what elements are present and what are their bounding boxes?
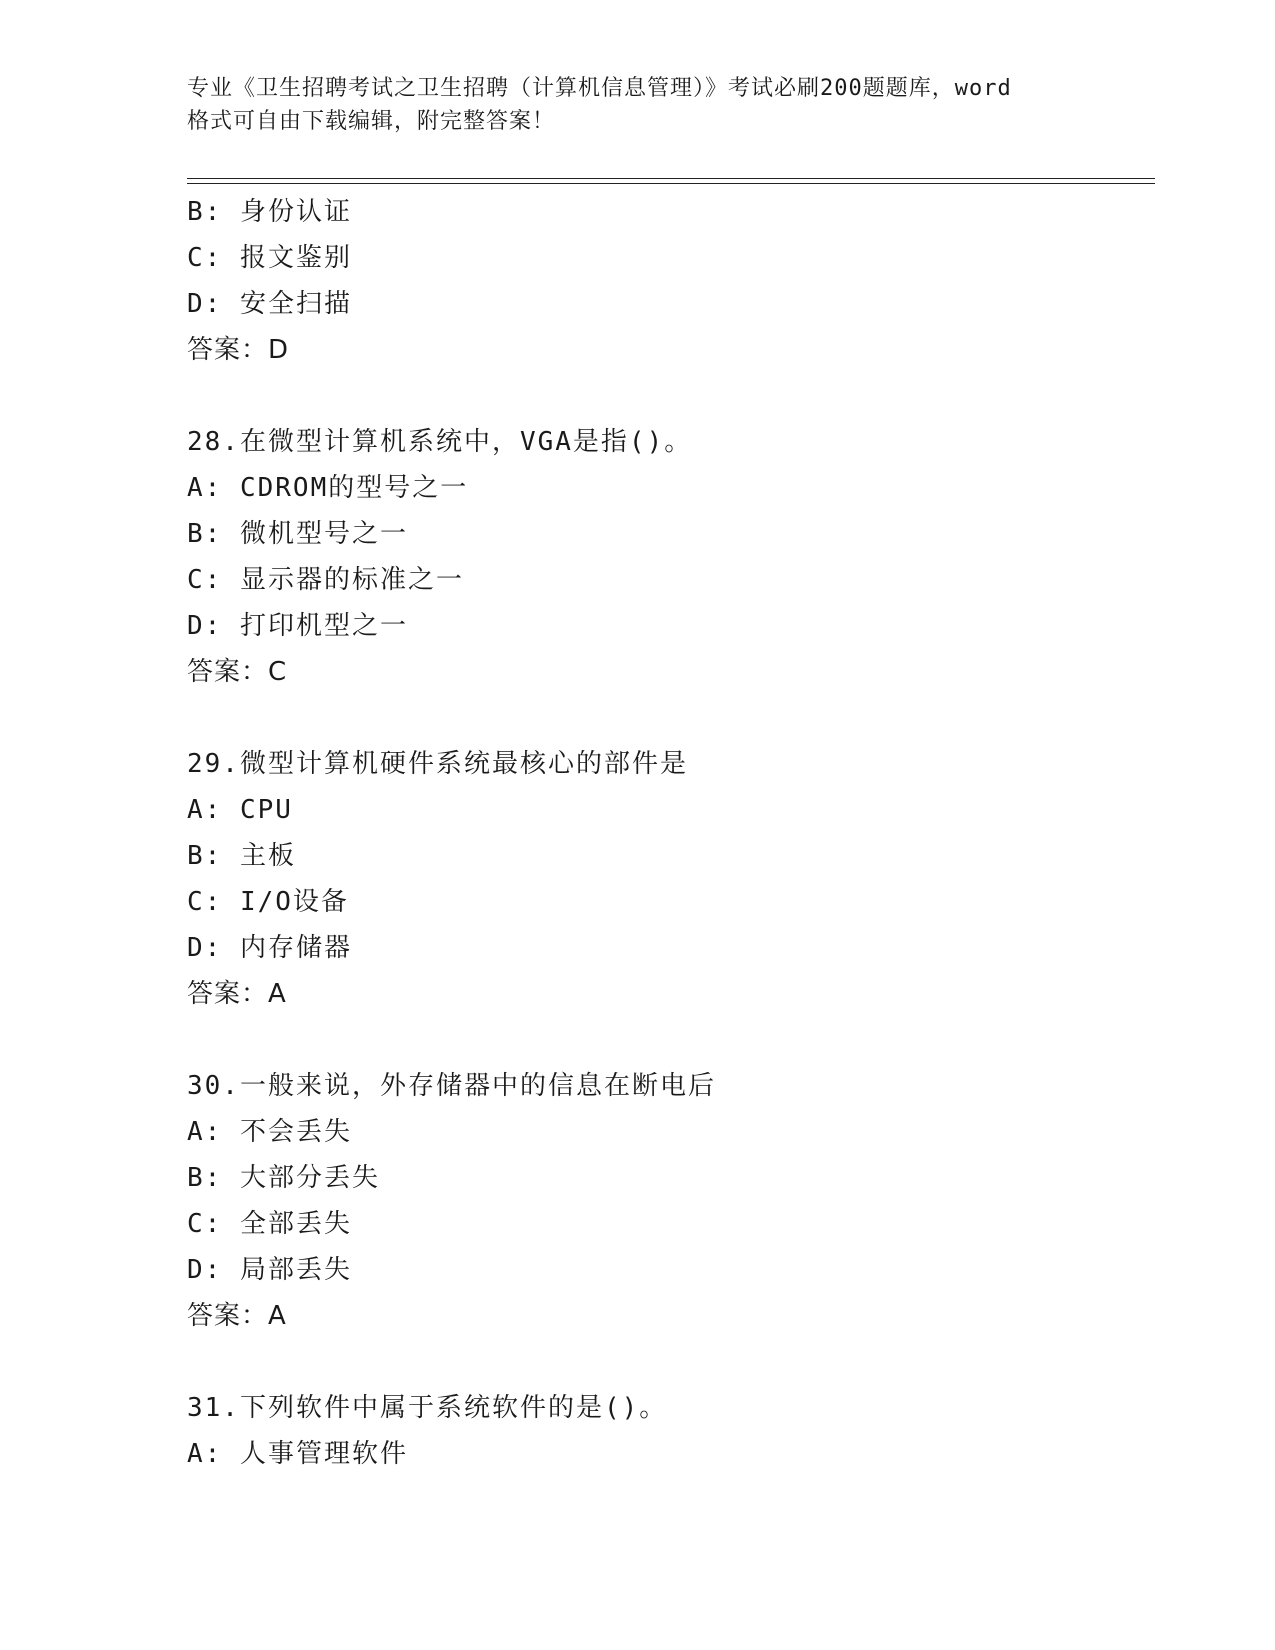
- option-a: A: CPU: [187, 795, 293, 825]
- option-c: C: 显示器的标准之一: [187, 565, 464, 595]
- option-a: A: 人事管理软件: [187, 1439, 408, 1469]
- option-d: D: 打印机型之一: [187, 611, 408, 641]
- option-b: B: 身份认证: [187, 197, 352, 227]
- question-block: [187, 1063, 1155, 1339]
- option-d: D: 局部丢失: [187, 1255, 352, 1285]
- question-stem: 29.微型计算机硬件系统最核心的部件是: [187, 749, 688, 779]
- option-d: D: 内存储器: [187, 933, 352, 963]
- question-stem: 31.下列软件中属于系统软件的是()。: [187, 1393, 668, 1423]
- header-title-line-1: 专业《卫生招聘考试之卫生招聘（计算机信息管理）》考试必刷200题题库，word: [187, 76, 1012, 101]
- option-c: C: 全部丢失: [187, 1209, 352, 1239]
- spacer: [187, 1017, 1155, 1063]
- option-b: B: 微机型号之一: [187, 519, 408, 549]
- question-stem: 28.在微型计算机系统中，VGA是指()。: [187, 427, 693, 457]
- spacer: [187, 373, 1155, 419]
- question-block: [187, 189, 1155, 373]
- question-stem: 30.一般来说，外存储器中的信息在断电后: [187, 1071, 716, 1101]
- question-block: [187, 741, 1155, 1017]
- answer-line: 答案：D: [187, 335, 290, 365]
- option-c: C: I/O设备: [187, 887, 349, 917]
- document-header: [187, 72, 1087, 138]
- question-list: [187, 189, 1155, 1477]
- option-b: B: 主板: [187, 841, 296, 871]
- option-a: A: CDROM的型号之一: [187, 473, 469, 503]
- question-block: [187, 1385, 1155, 1477]
- spacer: [187, 1339, 1155, 1385]
- answer-line: 答案：A: [187, 1301, 287, 1331]
- option-a: A: 不会丢失: [187, 1117, 352, 1147]
- answer-line: 答案：A: [187, 979, 287, 1009]
- spacer: [187, 695, 1155, 741]
- header-title-line-2: 格式可自由下载编辑，附完整答案！: [187, 109, 556, 134]
- option-d: D: 安全扫描: [187, 289, 352, 319]
- question-block: [187, 419, 1155, 695]
- option-b: B: 大部分丢失: [187, 1163, 380, 1193]
- option-c: C: 报文鉴别: [187, 243, 352, 273]
- answer-line: 答案：C: [187, 657, 288, 687]
- header-divider: [187, 178, 1155, 184]
